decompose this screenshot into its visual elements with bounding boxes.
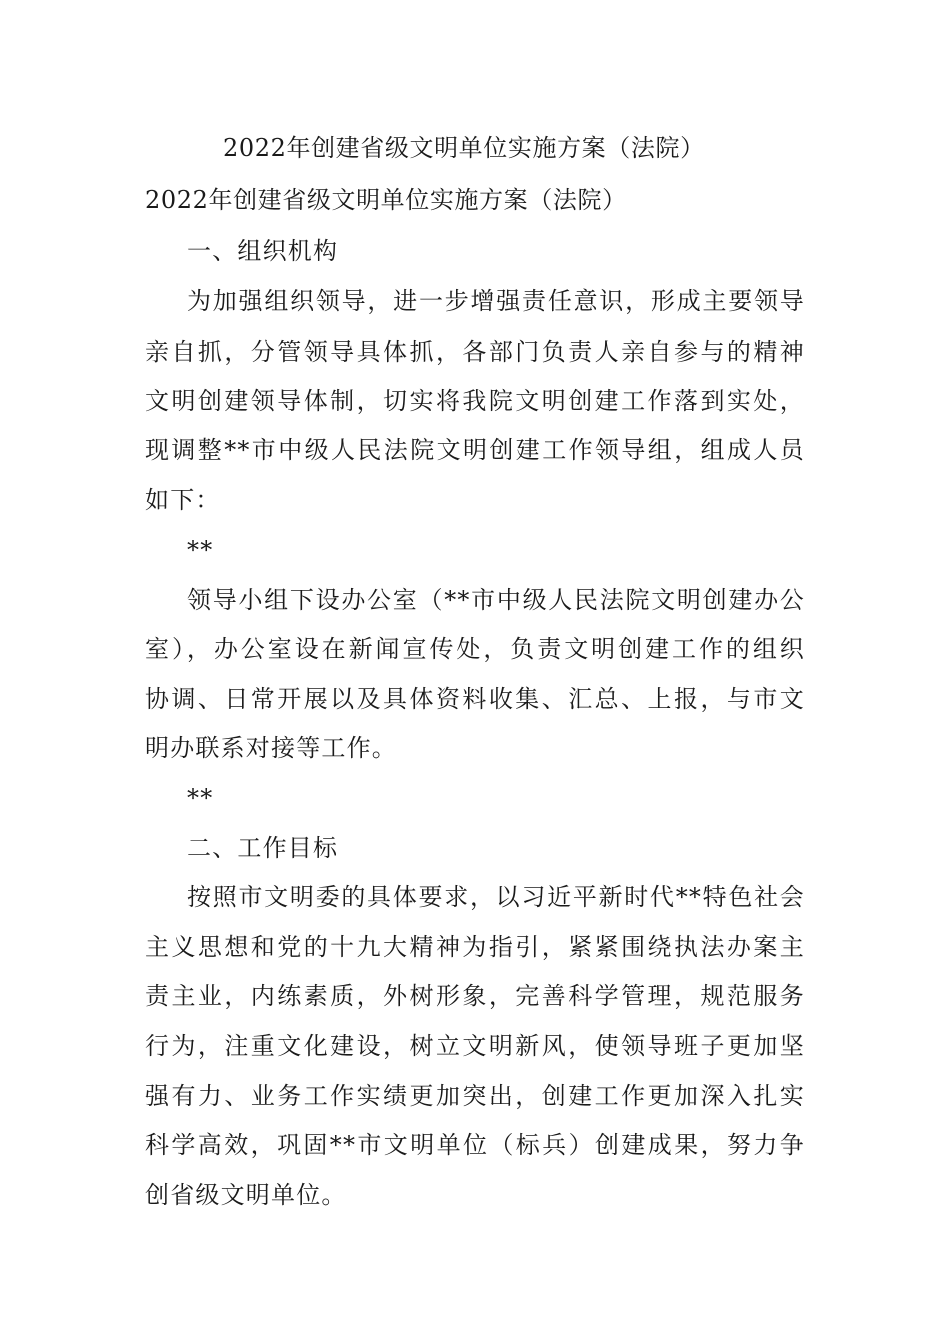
paragraph-line: 科学高效，巩固**市文明单位（标兵）创建成果，努力争 [145, 1131, 805, 1159]
paragraph-line: 按照市文明委的具体要求，以习近平新时代**特色社会 [187, 883, 805, 911]
paragraph-line: 明办联系对接等工作。 [145, 734, 397, 762]
paragraph-line: 强有力、业务工作实绩更加突出，创建工作更加深入扎实 [145, 1082, 805, 1110]
paragraph-line: 现调整**市中级人民法院文明创建工作领导组，组成人员 [145, 436, 805, 464]
document-title-centered: 2022年创建省级文明单位实施方案（法院） [223, 134, 705, 162]
paragraph-line: 文明创建领导体制，切实将我院文明创建工作落到实处， [145, 387, 805, 415]
paragraph-line: 室），办公室设在新闻宣传处，负责文明创建工作的组织 [145, 635, 805, 663]
redacted-placeholder: ** [187, 536, 214, 564]
paragraph-line: 协调、日常开展以及具体资料收集、汇总、上报，与市文 [145, 685, 805, 713]
paragraph-line: 领导小组下设办公室（**市中级人民法院文明创建办公 [187, 586, 805, 614]
paragraph-line: 亲自抓，分管领导具体抓，各部门负责人亲自参与的精神 [145, 338, 805, 366]
section-heading-goals: 二、工作目标 [187, 834, 339, 862]
paragraph-line: 为加强组织领导，进一步增强责任意识，形成主要领导 [187, 287, 805, 315]
paragraph-line: 如下： [145, 486, 221, 514]
section-heading-organization: 一、组织机构 [187, 237, 339, 265]
document-title: 2022年创建省级文明单位实施方案（法院） [145, 186, 627, 214]
paragraph-line: 创省级文明单位。 [145, 1181, 347, 1209]
paragraph-line: 主义思想和党的十九大精神为指引，紧紧围绕执法办案主 [145, 933, 805, 961]
paragraph-line: 行为，注重文化建设，树立文明新风，使领导班子更加坚 [145, 1032, 805, 1060]
redacted-placeholder: ** [187, 784, 214, 812]
paragraph-line: 责主业，内练素质，外树形象，完善科学管理，规范服务 [145, 982, 805, 1010]
